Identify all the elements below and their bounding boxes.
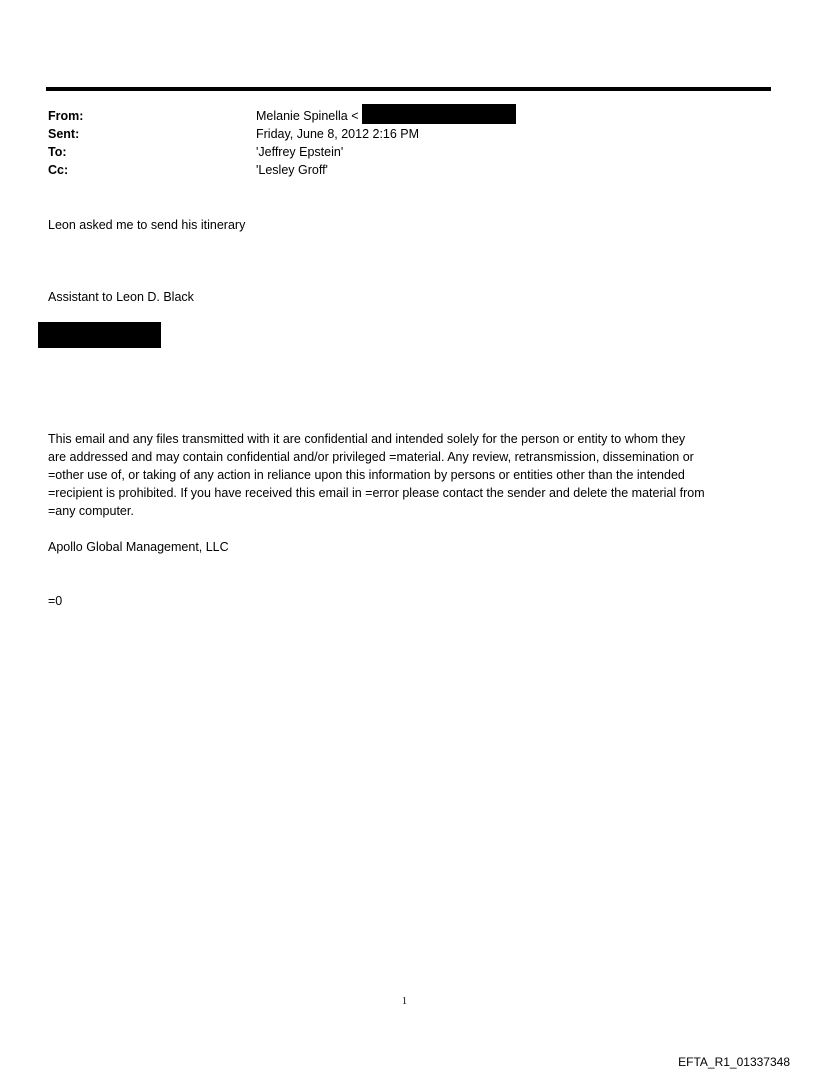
cc-label: Cc: — [48, 163, 69, 177]
page-number: 1 — [402, 996, 407, 1007]
disclaimer-line: =other use of, or taking of any action in reliance upon this information by persons or entities other than the intended — [48, 468, 685, 482]
to-label: To: — [48, 145, 67, 159]
document-id: EFTA_R1_01337348 — [678, 1055, 790, 1069]
from-label: From: — [48, 109, 84, 123]
sent-value: Friday, June 8, 2012 2:16 PM — [256, 127, 420, 141]
signature-title: Assistant to Leon D. Black — [48, 290, 194, 304]
disclaimer-line: are addressed and may contain confidential and/or privileged =material. Any review, retransmission, dissemination or — [48, 450, 694, 464]
message-text: Leon asked me to send his itinerary — [48, 218, 246, 232]
disclaimer-line: This email and any files transmitted with it are confidential and intended solely for the person or entity to whom they — [48, 432, 686, 446]
disclaimer-line: =recipient is prohibited. If you have received this email in =error please contact the sender and delete the material from — [48, 486, 705, 500]
company-name: Apollo Global Management, LLC — [48, 540, 229, 554]
disclaimer-line: =any computer. — [48, 504, 134, 518]
to-value: 'Jeffrey Epstein' — [256, 145, 344, 159]
cc-value: 'Lesley Groff' — [256, 163, 328, 177]
from-value: Melanie Spinella < — [256, 109, 359, 123]
confidentiality-disclaimer — [48, 430, 776, 520]
footer-code: =0 — [48, 594, 63, 608]
header-rule — [46, 87, 771, 91]
sent-label: Sent: — [48, 127, 80, 141]
redaction-email-address — [362, 104, 516, 124]
redaction-signature-block — [38, 322, 161, 348]
